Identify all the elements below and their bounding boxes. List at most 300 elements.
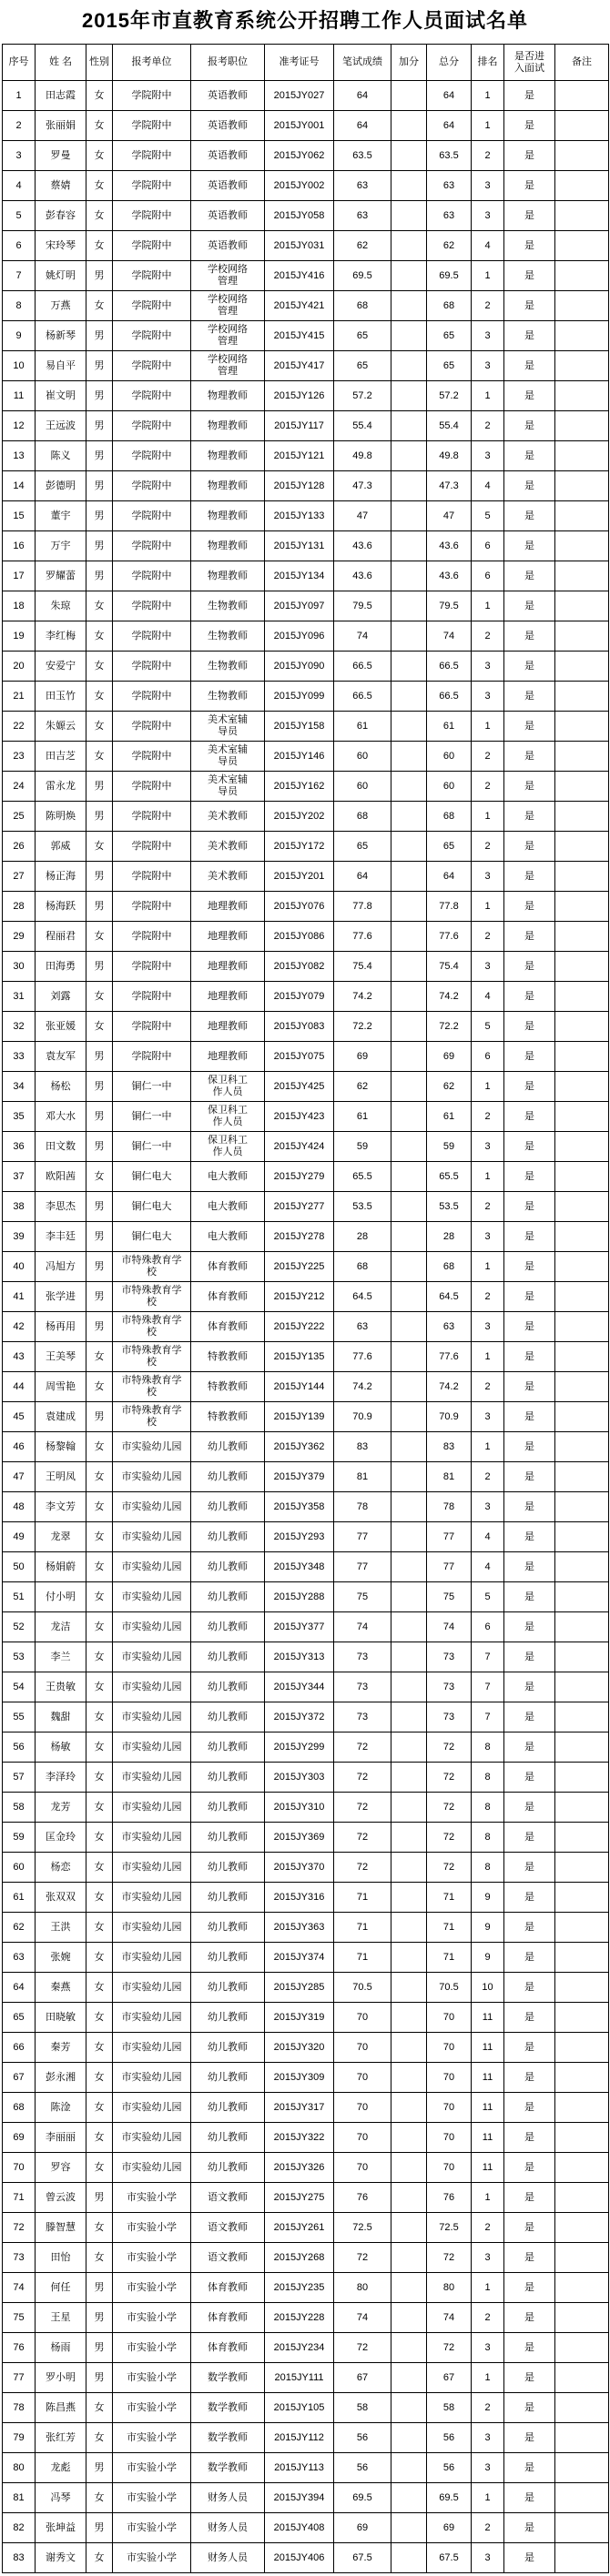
interview-cell — [504, 2093, 555, 2123]
bonus-cell — [391, 1913, 427, 1943]
name-cell — [36, 2063, 86, 2093]
remark-cell — [555, 1672, 609, 1702]
unit-cell — [113, 1672, 191, 1702]
rank-text: 1 — [484, 900, 491, 912]
gender-text: 男 — [94, 1140, 105, 1152]
total-score-cell — [427, 802, 472, 832]
row-number-text: 1 — [15, 89, 22, 101]
total-score-text: 77 — [442, 1530, 455, 1542]
gender-text: 女 — [94, 179, 105, 191]
gender-cell — [86, 621, 113, 652]
interview-text: 是 — [524, 900, 534, 912]
position-cell — [191, 712, 265, 742]
interview-cell — [504, 1582, 555, 1612]
name-cell — [36, 411, 86, 441]
remark-cell — [555, 1222, 609, 1252]
exam-id-text: 2015JY121 — [273, 450, 325, 461]
position-cell — [191, 171, 265, 201]
rank-cell — [472, 2393, 504, 2423]
interview-cell — [504, 2063, 555, 2093]
bonus-cell — [391, 2543, 427, 2573]
rank-cell — [472, 2513, 504, 2543]
interview-cell — [504, 1132, 555, 1162]
gender-text: 女 — [94, 1771, 105, 1783]
exam-id-cell — [265, 1042, 334, 1072]
row-number-cell — [3, 2303, 36, 2333]
bonus-cell — [391, 1072, 427, 1102]
total-score-cell — [427, 682, 472, 712]
interview-text: 是 — [524, 1861, 534, 1873]
written-score-cell — [334, 381, 391, 411]
interview-cell — [504, 1672, 555, 1702]
written-score-cell — [334, 201, 391, 231]
written-score-cell — [334, 2423, 391, 2453]
name-text: 杨敏 — [50, 1741, 71, 1753]
bonus-cell — [391, 1372, 427, 1402]
exam-id-cell — [265, 772, 334, 802]
gender-text: 男 — [94, 510, 105, 521]
interview-text: 是 — [524, 450, 534, 461]
rank-text: 4 — [484, 480, 491, 491]
bonus-cell — [391, 2453, 427, 2483]
exam-id-text: 2015JY316 — [273, 1891, 325, 1903]
interview-text: 是 — [524, 1561, 534, 1572]
total-score-text: 56 — [442, 2431, 455, 2443]
exam-id-text: 2015JY313 — [273, 1651, 325, 1662]
name-cell — [36, 1702, 86, 1732]
header-unit-label: 报考单位 — [131, 56, 172, 67]
row-number-text: 43 — [13, 1350, 25, 1362]
position-text: 美术室辅导员 — [208, 744, 248, 767]
remark-cell — [555, 742, 609, 772]
remark-cell — [555, 1072, 609, 1102]
position-cell — [191, 1973, 265, 2003]
interview-cell — [504, 1612, 555, 1642]
remark-cell — [555, 1823, 609, 1853]
interview-cell — [504, 141, 555, 171]
name-text: 袁友军 — [46, 1050, 76, 1062]
name-text: 安爱宁 — [46, 660, 76, 672]
total-score-cell — [427, 1102, 472, 1132]
row-number-cell — [3, 2243, 36, 2273]
name-cell — [36, 531, 86, 561]
row-number-text: 16 — [13, 540, 25, 551]
written-score-cell — [334, 802, 391, 832]
name-text: 王明凤 — [46, 1470, 76, 1482]
interview-cell — [504, 1913, 555, 1943]
written-score-text: 64 — [356, 870, 369, 882]
total-score-text: 72.2 — [439, 1020, 459, 1032]
remark-cell — [555, 2333, 609, 2363]
row-number-text: 80 — [13, 2461, 25, 2473]
total-score-text: 74 — [442, 630, 455, 641]
unit-text: 市实验幼儿园 — [121, 1561, 182, 1572]
gender-cell — [86, 2513, 113, 2543]
name-text: 蔡婧 — [50, 179, 71, 191]
written-score-cell — [334, 1162, 391, 1192]
unit-cell — [113, 231, 191, 261]
name-cell — [36, 2243, 86, 2273]
row-number-text: 50 — [13, 1561, 25, 1572]
exam-id-text: 2015JY133 — [273, 510, 325, 521]
name-cell — [36, 1282, 86, 1312]
remark-cell — [555, 1162, 609, 1192]
table-row — [3, 1252, 609, 1282]
position-cell — [191, 1462, 265, 1492]
name-cell — [36, 1642, 86, 1672]
remark-cell — [555, 1402, 609, 1432]
written-score-cell — [334, 1522, 391, 1552]
position-text: 生物教师 — [208, 600, 248, 611]
exam-id-cell — [265, 1222, 334, 1252]
unit-cell — [113, 652, 191, 682]
rank-text: 2 — [484, 1290, 491, 1302]
name-cell — [36, 1522, 86, 1552]
rank-text: 3 — [484, 359, 491, 371]
rank-cell — [472, 2243, 504, 2273]
position-text: 特教教师 — [208, 1410, 248, 1422]
total-score-cell — [427, 2513, 472, 2543]
total-score-text: 65 — [442, 359, 455, 371]
name-cell — [36, 261, 86, 291]
total-score-cell — [427, 1642, 472, 1672]
rank-cell — [472, 1702, 504, 1732]
gender-text: 男 — [94, 1110, 105, 1122]
row-number-cell — [3, 1282, 36, 1312]
gender-cell — [86, 1102, 113, 1132]
unit-cell — [113, 2213, 191, 2243]
gender-text: 女 — [94, 720, 105, 732]
row-number-cell — [3, 652, 36, 682]
unit-cell — [113, 351, 191, 381]
position-text: 地理教师 — [208, 960, 248, 972]
bonus-cell — [391, 1612, 427, 1642]
exam-id-cell — [265, 561, 334, 591]
rank-text: 3 — [484, 179, 491, 191]
position-cell — [191, 1552, 265, 1582]
written-score-cell — [334, 2093, 391, 2123]
row-number-text: 53 — [13, 1651, 25, 1662]
rank-cell — [472, 2483, 504, 2513]
position-text: 幼儿教师 — [208, 1921, 248, 1933]
exam-id-cell — [265, 922, 334, 952]
written-score-text: 63 — [356, 209, 369, 221]
exam-id-text: 2015JY158 — [273, 720, 325, 732]
remark-cell — [555, 381, 609, 411]
name-text: 彭永湘 — [46, 2071, 76, 2083]
interview-text: 是 — [524, 1500, 534, 1512]
row-number-text: 83 — [13, 2551, 25, 2563]
name-text: 王贵敏 — [46, 1681, 76, 1692]
position-text: 幼儿教师 — [208, 1530, 248, 1542]
remark-cell — [555, 561, 609, 591]
position-text: 学校网络管理 — [208, 294, 248, 317]
bonus-cell — [391, 2513, 427, 2543]
unit-text: 市特殊教育学校 — [121, 1345, 182, 1368]
table-row — [3, 471, 609, 501]
name-text: 万宇 — [50, 540, 71, 551]
gender-cell — [86, 772, 113, 802]
name-text: 张红芳 — [46, 2431, 76, 2443]
table-row — [3, 742, 609, 772]
row-number-text: 68 — [13, 2101, 25, 2113]
row-number-text: 2 — [15, 119, 22, 131]
unit-cell — [113, 682, 191, 712]
name-text: 张学进 — [46, 1290, 76, 1302]
position-text: 幼儿教师 — [208, 1801, 248, 1813]
gender-cell — [86, 561, 113, 591]
header-position — [191, 45, 265, 81]
total-score-text: 70 — [442, 2041, 455, 2053]
table-row — [3, 862, 609, 892]
bonus-cell — [391, 772, 427, 802]
gender-text: 男 — [94, 1410, 105, 1422]
table-row — [3, 1372, 609, 1402]
row-number-text: 77 — [13, 2371, 25, 2383]
unit-text: 市实验小学 — [127, 2311, 177, 2323]
exam-id-text: 2015JY275 — [273, 2191, 325, 2203]
interview-text: 是 — [524, 1200, 534, 1212]
gender-cell — [86, 742, 113, 772]
interview-text: 是 — [524, 1921, 534, 1933]
remark-cell — [555, 1492, 609, 1522]
gender-text: 男 — [94, 2521, 105, 2533]
rank-cell — [472, 712, 504, 742]
unit-text: 学院附中 — [131, 990, 172, 1002]
exam-id-cell — [265, 471, 334, 501]
bonus-cell — [391, 712, 427, 742]
interview-cell — [504, 1552, 555, 1582]
written-score-cell — [334, 561, 391, 591]
row-number-cell — [3, 2213, 36, 2243]
remark-cell — [555, 291, 609, 321]
written-score-text: 74 — [356, 1621, 369, 1632]
interview-cell — [504, 2423, 555, 2453]
position-cell — [191, 441, 265, 471]
name-text: 魏甜 — [50, 1711, 71, 1722]
name-cell — [36, 1192, 86, 1222]
written-score-cell — [334, 862, 391, 892]
remark-cell — [555, 231, 609, 261]
rank-cell — [472, 832, 504, 862]
name-text: 朱琼 — [50, 600, 71, 611]
name-cell — [36, 2513, 86, 2543]
interview-text: 是 — [524, 930, 534, 942]
position-cell — [191, 531, 265, 561]
name-text: 李文芳 — [46, 1500, 76, 1512]
exam-id-cell — [265, 261, 334, 291]
interview-cell — [504, 2483, 555, 2513]
header-total-score-label: 总分 — [439, 56, 459, 67]
exam-id-cell — [265, 1252, 334, 1282]
interview-cell — [504, 682, 555, 712]
exam-id-cell — [265, 201, 334, 231]
gender-cell — [86, 1462, 113, 1492]
rank-text: 3 — [484, 960, 491, 972]
exam-id-text: 2015JY126 — [273, 389, 325, 401]
gender-cell — [86, 2423, 113, 2453]
name-text: 张丽娟 — [46, 119, 76, 131]
written-score-text: 69 — [356, 2521, 369, 2533]
row-number-text: 75 — [13, 2311, 25, 2323]
position-text: 数学教师 — [208, 2371, 248, 2383]
interview-text: 是 — [524, 2161, 534, 2173]
exam-id-cell — [265, 1162, 334, 1192]
rank-text: 11 — [482, 2161, 493, 2173]
total-score-text: 74.2 — [439, 990, 459, 1002]
table-row — [3, 321, 609, 351]
written-score-text: 61 — [356, 1110, 369, 1122]
exam-id-text: 2015JY372 — [273, 1711, 325, 1722]
unit-text: 铜仁一中 — [131, 1080, 172, 1092]
interview-cell — [504, 591, 555, 621]
written-score-cell — [334, 501, 391, 531]
interview-text: 是 — [524, 1350, 534, 1362]
table-row — [3, 1582, 609, 1612]
interview-cell — [504, 1312, 555, 1342]
row-number-text: 32 — [13, 1020, 25, 1032]
unit-cell — [113, 892, 191, 922]
written-score-text: 43.6 — [352, 570, 372, 581]
name-cell — [36, 1432, 86, 1462]
gender-text: 男 — [94, 419, 105, 431]
total-score-cell — [427, 621, 472, 652]
total-score-text: 78 — [442, 1500, 455, 1512]
interview-cell — [504, 1042, 555, 1072]
exam-id-cell — [265, 2363, 334, 2393]
name-text: 朱嫄云 — [46, 720, 76, 732]
written-score-cell — [334, 1552, 391, 1582]
total-score-cell — [427, 291, 472, 321]
rank-cell — [472, 982, 504, 1012]
exam-id-cell — [265, 351, 334, 381]
table-row — [3, 531, 609, 561]
position-cell — [191, 862, 265, 892]
bonus-cell — [391, 2423, 427, 2453]
written-score-text: 70 — [356, 2011, 369, 2023]
interview-cell — [504, 1252, 555, 1282]
interview-cell — [504, 1102, 555, 1132]
written-score-text: 73 — [356, 1711, 369, 1722]
unit-cell — [113, 1012, 191, 1042]
row-number-cell — [3, 2513, 36, 2543]
total-score-cell — [427, 2453, 472, 2483]
written-score-text: 61 — [356, 720, 369, 732]
interview-text: 是 — [524, 780, 534, 792]
unit-cell — [113, 2453, 191, 2483]
total-score-text: 65.5 — [439, 1170, 459, 1182]
unit-cell — [113, 1102, 191, 1132]
interview-text: 是 — [524, 1380, 534, 1392]
position-cell — [191, 2183, 265, 2213]
interview-cell — [504, 411, 555, 441]
header-exam-id — [265, 45, 334, 81]
written-score-cell — [334, 471, 391, 501]
interview-cell — [504, 1732, 555, 1763]
gender-text: 女 — [94, 660, 105, 672]
remark-cell — [555, 1522, 609, 1552]
table-row — [3, 1462, 609, 1492]
header-interview-label: 是否进入面试 — [514, 50, 544, 74]
exam-id-cell — [265, 111, 334, 141]
remark-cell — [555, 171, 609, 201]
remark-cell — [555, 1102, 609, 1132]
interview-cell — [504, 1342, 555, 1372]
row-number-text: 81 — [13, 2491, 25, 2503]
name-text: 龙洁 — [50, 1621, 71, 1632]
total-score-cell — [427, 2423, 472, 2453]
bonus-cell — [391, 1402, 427, 1432]
rank-text: 3 — [484, 2341, 491, 2353]
interview-cell — [504, 742, 555, 772]
interview-text: 是 — [524, 209, 534, 221]
name-text: 姚灯明 — [46, 269, 76, 281]
unit-text: 学院附中 — [131, 209, 172, 221]
exam-id-text: 2015JY135 — [273, 1350, 325, 1362]
rank-text: 3 — [484, 329, 491, 341]
unit-cell — [113, 471, 191, 501]
gender-cell — [86, 441, 113, 471]
written-score-cell — [334, 1012, 391, 1042]
total-score-text: 56 — [442, 2461, 455, 2473]
exam-id-cell — [265, 2333, 334, 2363]
name-cell — [36, 2213, 86, 2243]
remark-cell — [555, 952, 609, 982]
gender-text: 男 — [94, 450, 105, 461]
rank-cell — [472, 2003, 504, 2033]
gender-text: 男 — [94, 1320, 105, 1332]
rank-cell — [472, 2183, 504, 2213]
table-row — [3, 441, 609, 471]
interview-text: 是 — [524, 2311, 534, 2323]
name-text: 杨正海 — [46, 870, 76, 882]
rank-cell — [472, 1012, 504, 1042]
interview-text: 是 — [524, 2191, 534, 2203]
name-cell — [36, 1943, 86, 1973]
total-score-cell — [427, 1582, 472, 1612]
interview-cell — [504, 1853, 555, 1883]
interview-text: 是 — [524, 750, 534, 762]
interview-cell — [504, 892, 555, 922]
gender-text: 男 — [94, 2341, 105, 2353]
row-number-text: 72 — [13, 2221, 25, 2233]
unit-text: 市实验幼儿园 — [121, 2131, 182, 2143]
exam-id-text: 2015JY222 — [273, 1320, 325, 1332]
interview-cell — [504, 81, 555, 111]
exam-id-cell — [265, 531, 334, 561]
unit-cell — [113, 1552, 191, 1582]
exam-id-text: 2015JY096 — [273, 630, 325, 641]
total-score-text: 43.6 — [439, 540, 459, 551]
table-row — [3, 261, 609, 291]
row-number-cell — [3, 1763, 36, 1793]
gender-cell — [86, 2273, 113, 2303]
interview-text: 是 — [524, 1681, 534, 1692]
interview-cell — [504, 772, 555, 802]
total-score-cell — [427, 1012, 472, 1042]
row-number-cell — [3, 2393, 36, 2423]
name-cell — [36, 441, 86, 471]
row-number-text: 46 — [13, 1440, 25, 1452]
table-row — [3, 892, 609, 922]
table-row — [3, 922, 609, 952]
exam-id-cell — [265, 1823, 334, 1853]
interview-cell — [504, 1402, 555, 1432]
gender-cell — [86, 1372, 113, 1402]
interview-cell — [504, 1522, 555, 1552]
bonus-cell — [391, 501, 427, 531]
gender-text: 女 — [94, 1801, 105, 1813]
